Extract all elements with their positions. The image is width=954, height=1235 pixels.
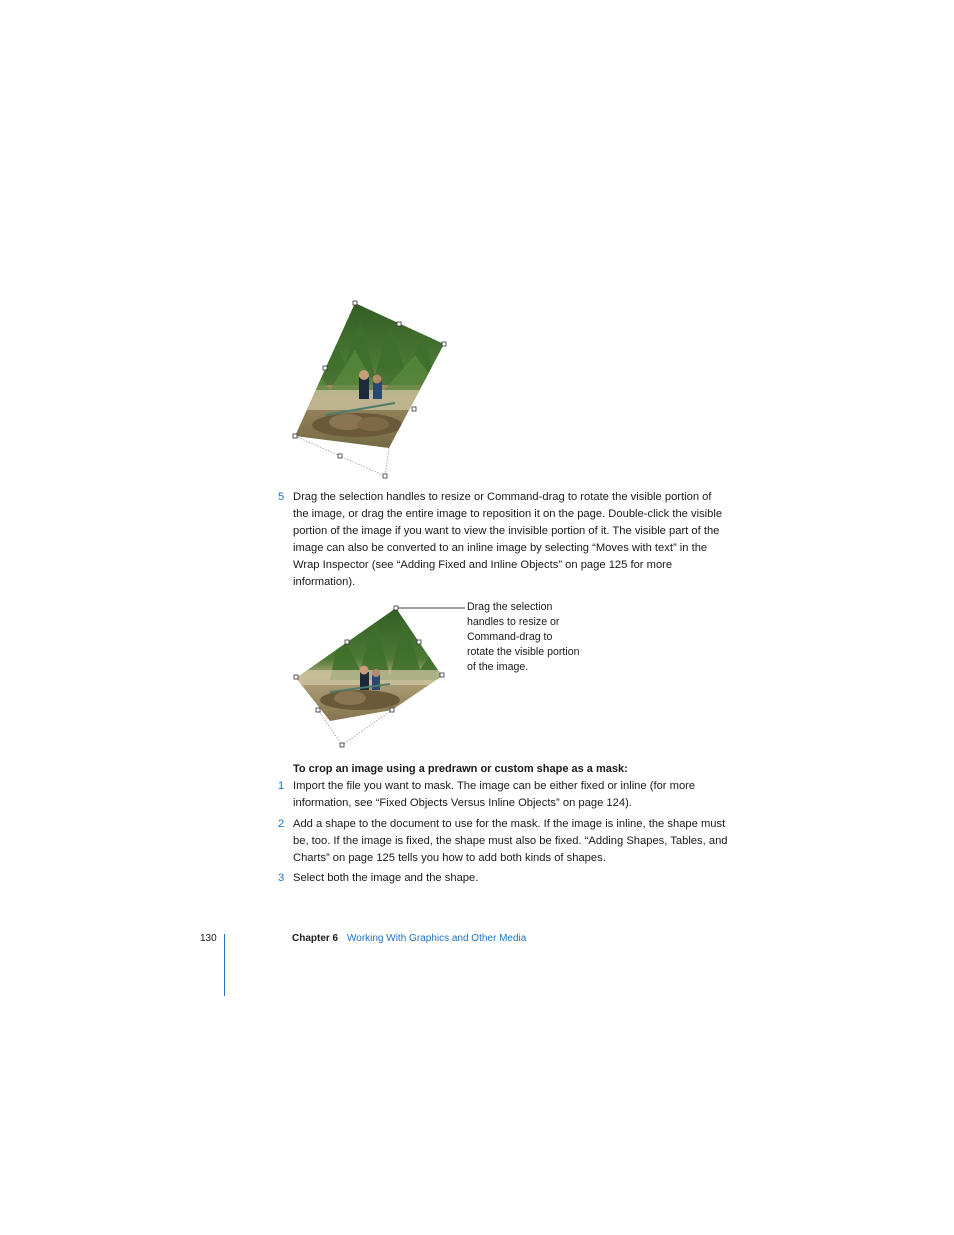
page-number: 130 [200, 933, 217, 944]
step-text: Select both the image and the shape. [293, 872, 479, 884]
step-item [278, 778, 730, 812]
figure-callout: Drag the selection handles to resize or Command-drag to rotate the visible portion of the image. [467, 601, 580, 673]
step-text: Drag the selection handles to resize or Command-drag to rotate the visible portion of the image, or drag the entire image to reposition it on the page. Double-click the visible portion of the image if you want to view the invisible portion of it. The visible part of the image can also be converted to an inline image by selecting “Moves with text” in the Wrap Inspector (see “Adding Fixed and Inline Objects” on page 125 for more information). [293, 491, 723, 588]
step-number: 3 [278, 872, 285, 884]
figure-rotated-image-top [285, 295, 455, 485]
footer-chapter-title: Working With Graphics and Other Media [347, 933, 527, 944]
photo-raft-scene [285, 295, 455, 455]
step-text: Import the file you want to mask. The image can be either fixed or inline (for more information, see “Fixed Objects Versus Inline Objects” on page 124). [293, 780, 696, 809]
figure-cropped-image [290, 600, 470, 750]
step-number: 5 [278, 491, 285, 503]
step-item [278, 489, 730, 591]
footer-divider [224, 934, 225, 996]
step-text: Add a shape to the document to use for the mask. If the image is inline, the shape must be, too. If the image is fixed, the shape must also be fixed. “Adding Shapes, Tables, and Charts” on page 125 tells you how to add both kinds of shapes. [293, 818, 728, 864]
footer-chapter-label: Chapter 6 [292, 933, 339, 944]
step-number: 2 [278, 818, 285, 830]
task-heading: To crop an image using a predrawn or custom shape as a mask: [293, 763, 628, 775]
step-item [278, 816, 730, 867]
step-item [278, 870, 730, 887]
step-number: 1 [278, 780, 285, 792]
